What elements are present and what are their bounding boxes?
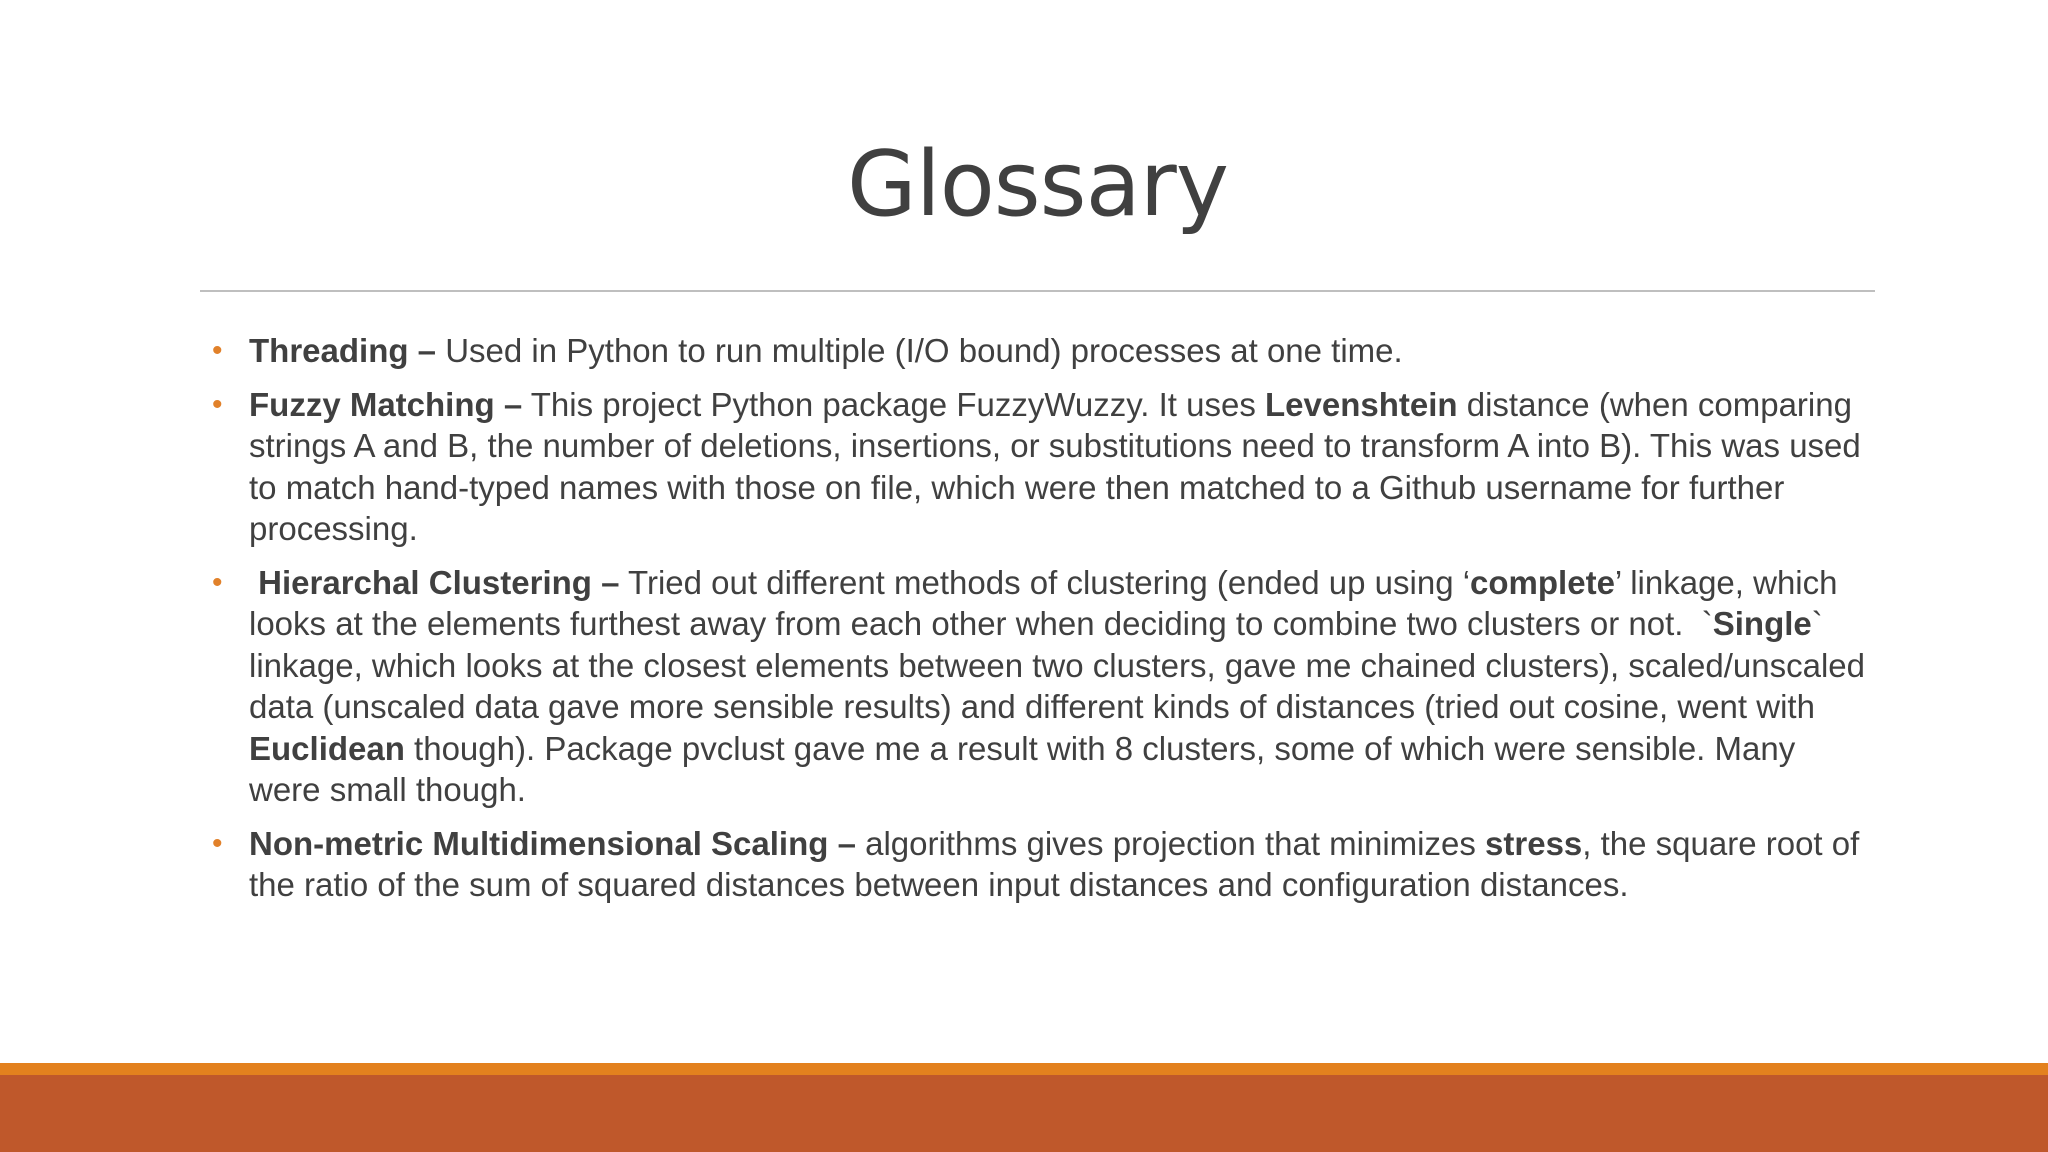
footer-accent-stripe — [0, 1063, 2048, 1075]
glossary-definition: Used in Python to run multiple (I/O bound) processes at one time. — [436, 332, 1403, 369]
bullet-icon: • — [212, 826, 223, 860]
bullet-icon: • — [212, 334, 223, 367]
emphasized-term: stress — [1485, 824, 1583, 862]
glossary-item-hierarchal-clustering — [212, 562, 1872, 811]
glossary-definition: This project Python package FuzzyWuzzy. It uses — [522, 385, 1266, 423]
emphasized-term: complete — [1470, 563, 1615, 601]
glossary-term: Non-metric Multidimensional Scaling – — [249, 824, 856, 862]
glossary-definition: ’ linkage, which looks at the elements furthest away from each other when deciding to combine two clusters or not. ` — [249, 563, 1847, 642]
slide-title: Glossary — [846, 132, 1228, 237]
glossary-definition: algorithms gives projection that minimizes — [855, 824, 1486, 862]
glossary-definition: , the square root of the ratio of the sum of squared distances between input distances and configuration distances. — [249, 824, 1860, 903]
glossary-term: Hierarchal Clustering – — [249, 563, 620, 601]
glossary-definition: distance (when comparing strings A and B, the number of deletions, insertions, or substitutions need to transform A into B). This was used to match hand-typed names with those on file, which were then matched to a Github username for further processing. — [249, 385, 1861, 547]
glossary-definition: Tried out different methods of clustering (ended up using ‘ — [619, 563, 1471, 601]
emphasized-term: Euclidean — [249, 729, 405, 767]
bullet-icon: • — [212, 387, 223, 421]
emphasized-term: Levenshtein — [1265, 385, 1458, 423]
glossary-definition: ` linkage, which looks at the closest elements between two clusters, gave me chained clusters), scaled/unscaled data (unscaled data gave more sensible results) and different kinds of distances (tried out cosine, went with — [249, 605, 1866, 725]
footer-bar — [0, 1075, 2048, 1152]
glossary-item-nmds — [212, 823, 1872, 906]
bullet-icon: • — [212, 565, 223, 599]
glossary-item-threading — [212, 330, 1872, 372]
glossary-list — [212, 330, 1872, 918]
glossary-term: Threading – — [249, 332, 437, 369]
glossary-term: Fuzzy Matching – — [249, 385, 523, 423]
glossary-item-fuzzy-matching — [212, 384, 1872, 550]
glossary-definition: though). Package pvclust gave me a result with 8 clusters, some of which were sensible. Many were small though. — [249, 729, 1796, 808]
emphasized-term: Single — [1712, 605, 1812, 642]
title-divider — [200, 290, 1875, 292]
